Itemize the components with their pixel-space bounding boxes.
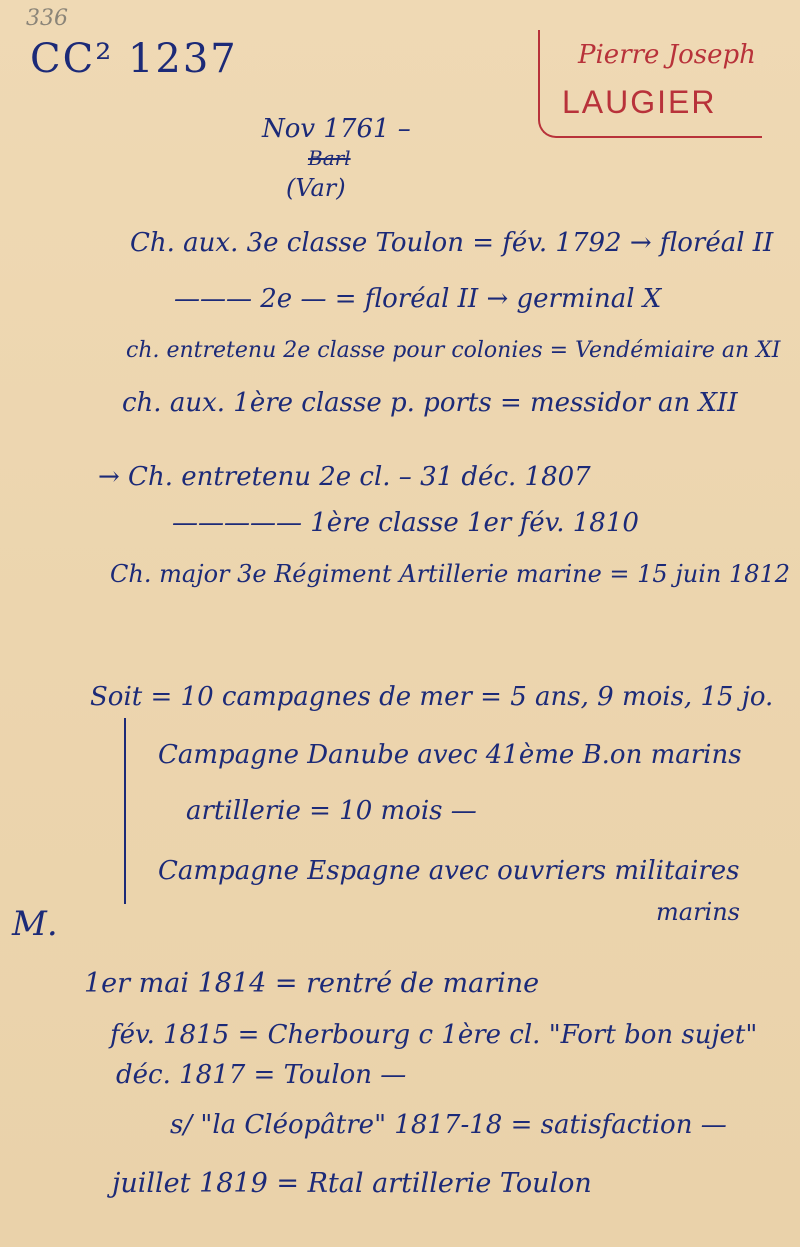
- campaign-item: Campagne Espagne avec ouvriers militaires: [158, 856, 740, 886]
- later-line: 1er mai 1814 = rentré de marine: [84, 968, 540, 999]
- later-line: juillet 1819 = Rtal artillerie Toulon: [112, 1168, 592, 1199]
- given-names: Pierre Joseph: [578, 40, 756, 70]
- career-line: Ch. aux. 3e classe Toulon = fév. 1792 → floréal II: [130, 228, 774, 258]
- campaigns-bracket: [124, 718, 126, 904]
- surname: LAUGIER: [562, 84, 717, 120]
- birth-place: Barl: [308, 146, 351, 170]
- pencil-number: 336: [26, 6, 68, 31]
- later-line: fév. 1815 = Cherbourg c 1ère cl. "Fort bon sujet": [110, 1020, 758, 1050]
- career-line: Ch. major 3e Régiment Artillerie marine = 15 juin 1812: [110, 560, 791, 588]
- campaigns-total: Soit = 10 campagnes de mer = 5 ans, 9 mois, 15 jo.: [90, 682, 774, 712]
- campaign-item: artillerie = 10 mois —: [186, 796, 477, 826]
- career-line: → Ch. entretenu 2e cl. – 31 déc. 1807: [98, 462, 591, 492]
- margin-mark: M.: [12, 904, 58, 944]
- campaign-item: marins: [656, 898, 740, 926]
- campaign-item: Campagne Danube avec 41ème B.on marins: [158, 740, 742, 770]
- birth-date: Nov 1761 –: [262, 114, 411, 144]
- career-line: ————— 1ère classe 1er fév. 1810: [172, 508, 639, 538]
- career-line: ch. aux. 1ère classe p. ports = messidor an XII: [122, 388, 738, 418]
- career-line: ——— 2e — = floréal II → germinal X: [174, 284, 662, 314]
- later-line: s/ "la Cléopâtre" 1817-18 = satisfaction —: [170, 1110, 727, 1140]
- birth-region: (Var): [286, 174, 346, 202]
- archive-reference: CC² 1237: [30, 36, 238, 82]
- career-line: ch. entretenu 2e classe pour colonies = Vendémiaire an XI: [126, 338, 781, 363]
- later-line: déc. 1817 = Toulon —: [116, 1060, 407, 1090]
